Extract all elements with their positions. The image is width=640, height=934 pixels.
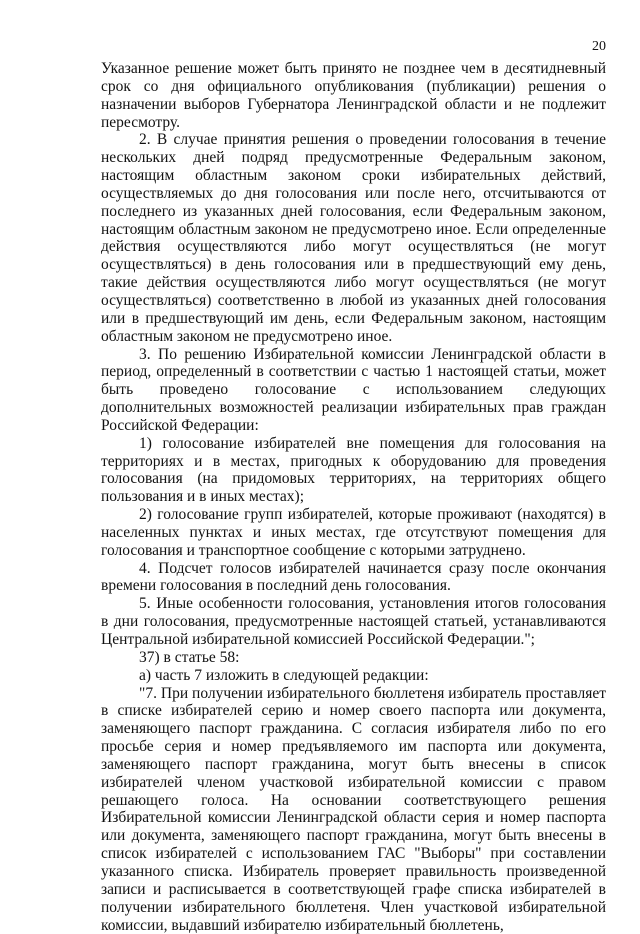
paragraph: 37) в статье 58: [139,648,240,666]
paragraph: 3. По решению Избирательной комиссии Ленинградской области в период, определенный в соответствии с частью 1 настоящей статьи, может быть проведено голосование с использованием следующих дополнительных возможностей реализации избирательных прав граждан Российской Федерации: [101,345,606,434]
paragraph: "7. При получении избирательного бюллетеня избиратель проставляет в списке избирателей серию и номер своего паспорта или документа, заменяющего паспорт гражданина. С согласия избирателя либо по его просьбе серия и номер предъявляемого им паспорта или документа, заменяющего паспорт гражданина, могут быть внесены в список избирателей членом участковой избирательной комиссии с правом решающего голоса. На основании соответствующего решения Избирательной комиссии Ленинградской области серия и номер паспорта или документа, заменяющего паспорт гражданина, могут быть внесены в список избирателей с использованием ГАС "Выборы" при составлении указанного списка. Избиратель проверяет правильность произведенной записи и расписывается в соответствующей графе списка избирателей в получении избирательного бюллетеня. Член участковой избирательной комиссии, выдавший избирателю избирательный бюллетень, [101,684,606,934]
paragraph: а) часть 7 изложить в следующей редакции: [139,666,429,684]
document-body [101,60,606,934]
paragraph: 1) голосование избирателей вне помещения для голосования на территориях и в местах, пригодных к оборудованию для проведения голосования (на придомовых территориях, на территориях общего пользования и в иных местах); [101,434,606,506]
page-number: 20 [592,39,606,54]
paragraph: Указанное решение может быть принято не позднее чем в десятидневный срок со дня официального опубликования (публикации) решения о назначении выборов Губернатора Ленинградской области и не подлежит пересмотру. [101,60,606,131]
paragraph: 5. Иные особенности голосования, установления итогов голосования в дни голосования, предусмотренные настоящей статьей, устанавливаются Центральной избирательной комиссией Российской Федерации."; [101,595,606,648]
paragraph: 2. В случае принятия решения о проведении голосования в течение нескольких дней подряд предусмотренные Федеральным законом, настоящим областным законом сроки избирательных действий, осуществляемых до дня голосования или после него, отсчитываются от последнего из указанных дней голосования, если Федеральным законом, настоящим областным законом не предусмотрено иное. Если определенные действия осуществляются либо могут осуществляться (не могут осуществляться) в день голосования или в предшествующий ему день, такие действия осуществляются либо могут осуществляться (не могут осуществляться) соответственно в любой из указанных дней голосования или в предшествующий им день, если Федеральным законом, настоящим областным законом не предусмотрено иное. [101,131,606,345]
paragraph: 4. Подсчет голосов избирателей начинается сразу после окончания времени голосования в последний день голосования. [101,559,606,595]
paragraph: 2) голосование групп избирателей, которые проживают (находятся) в населенных пунктах и иных местах, где отсутствуют помещения для голосования и транспортное сообщение с которыми затруднено. [101,506,606,559]
